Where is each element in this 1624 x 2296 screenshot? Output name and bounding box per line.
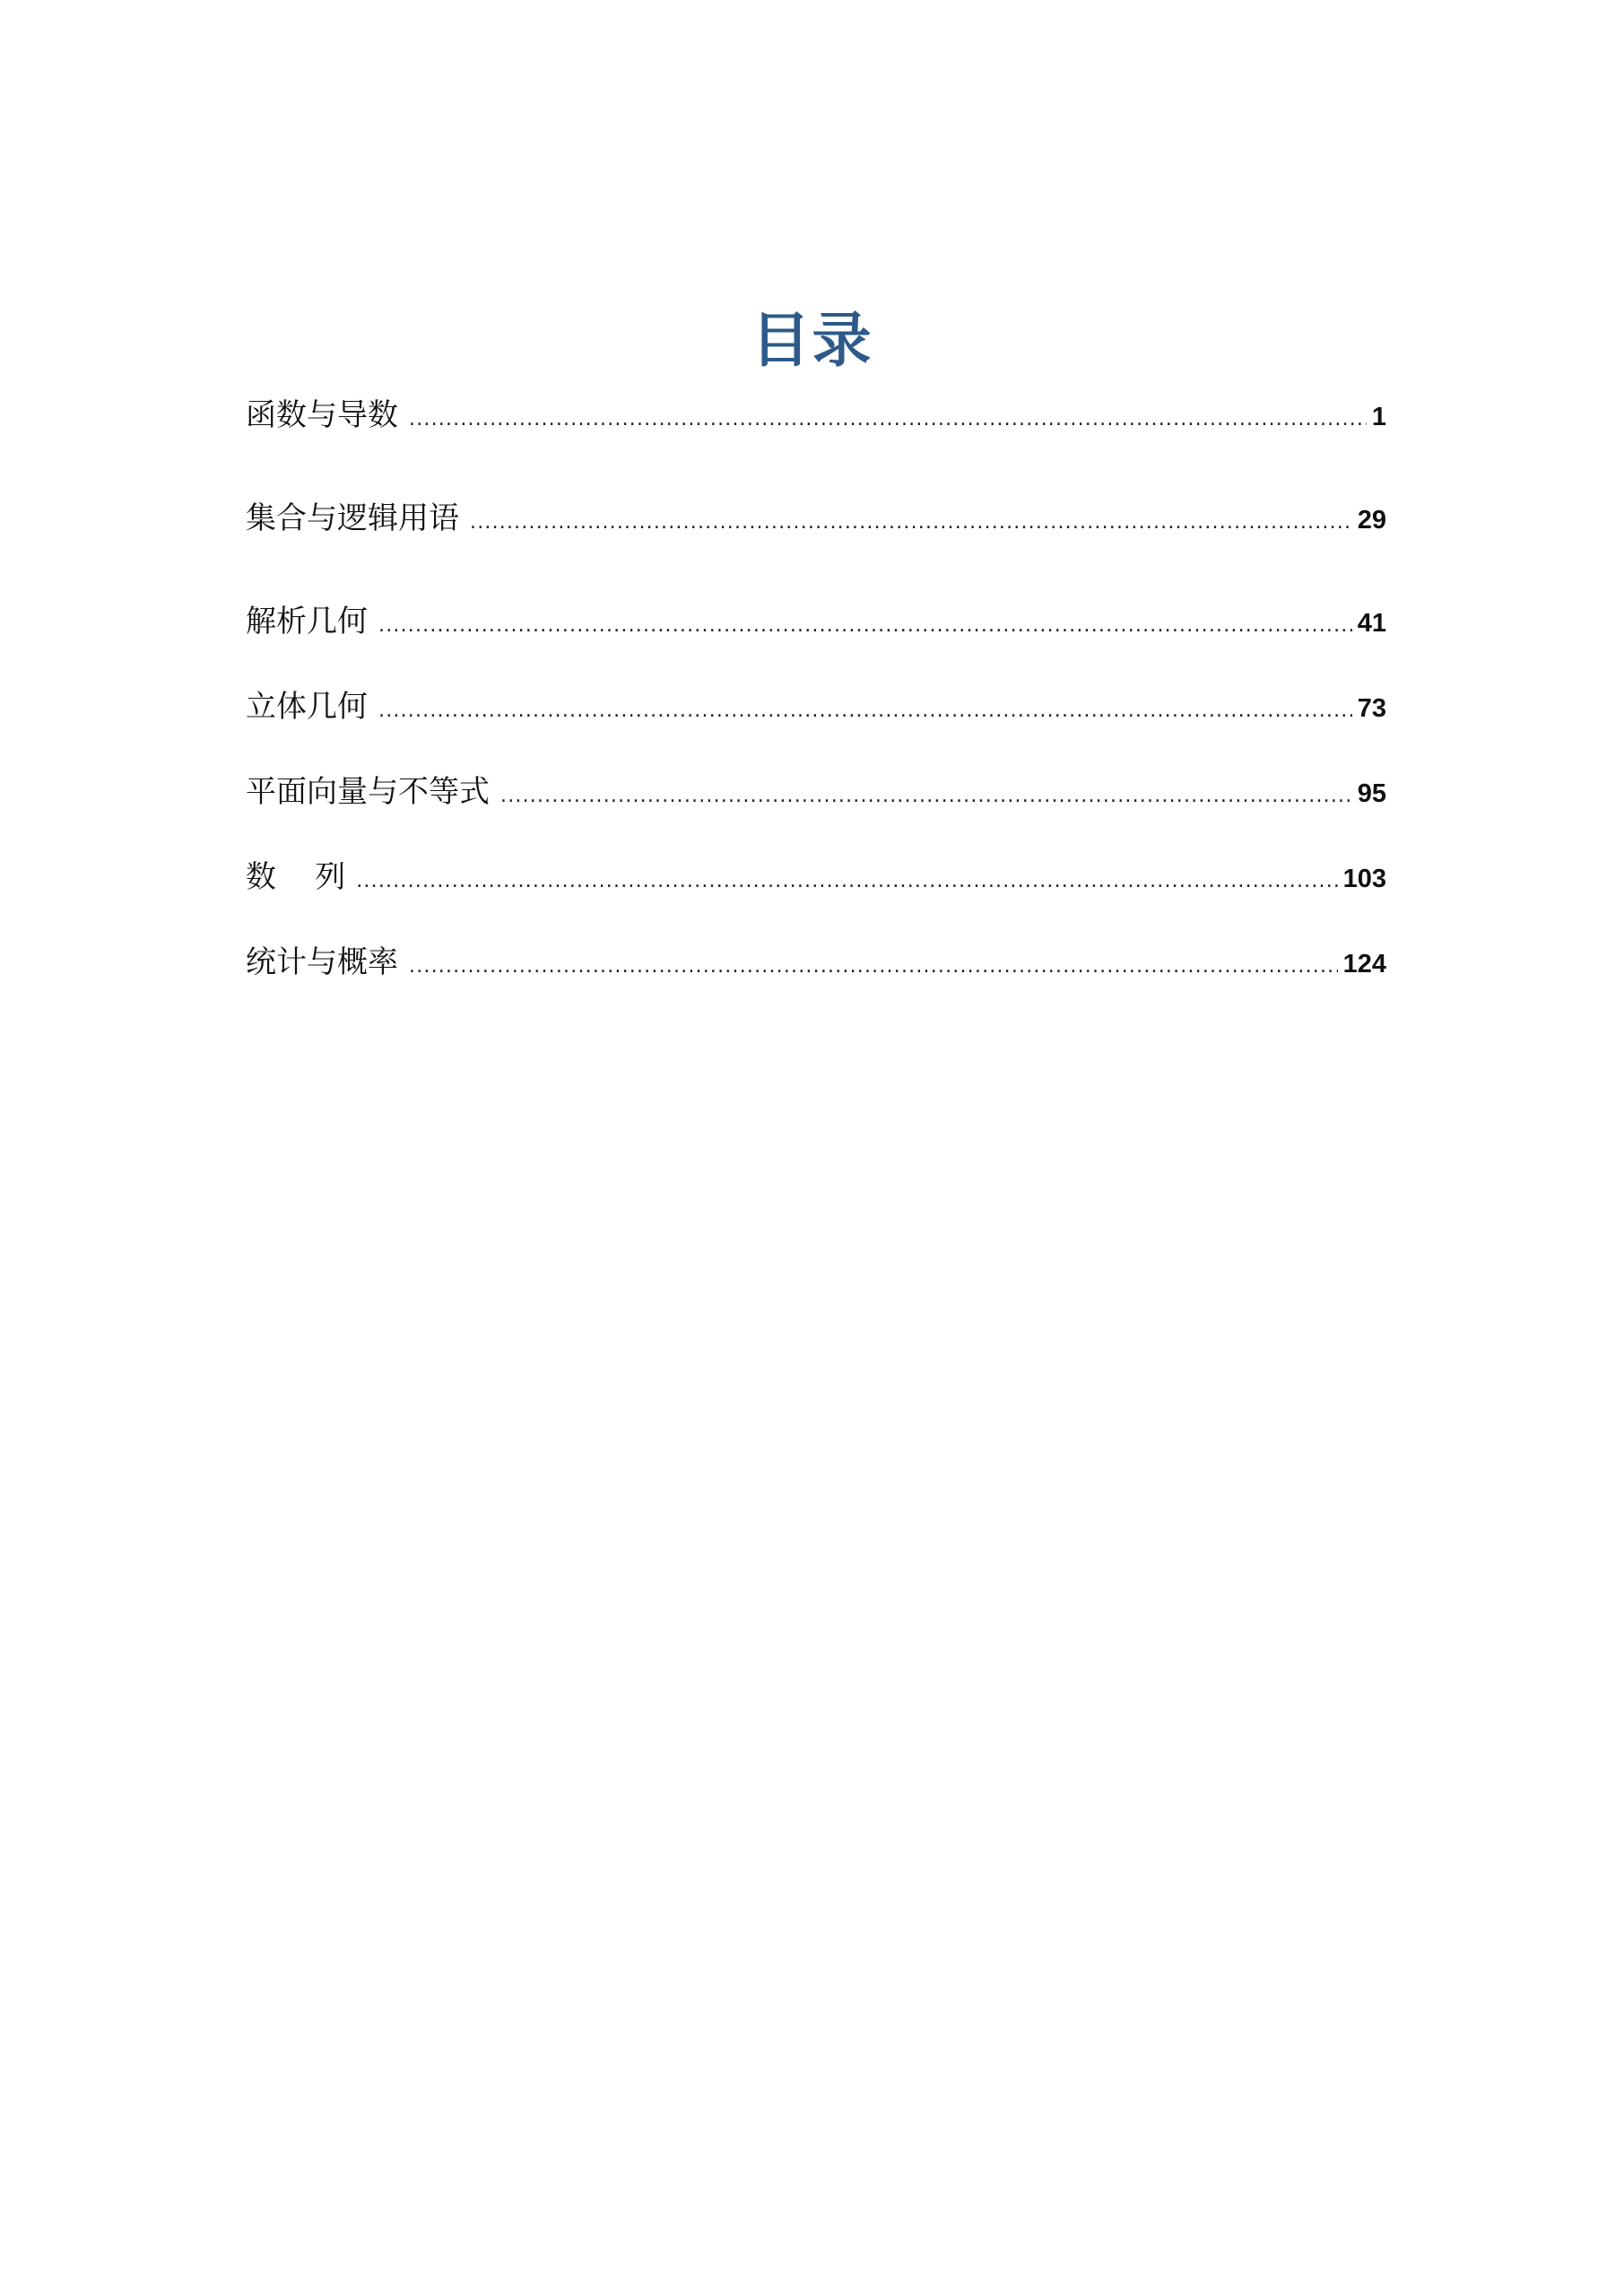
toc-entry[interactable] xyxy=(246,770,1386,814)
dot-leader xyxy=(378,689,1352,734)
toc-page-number: 29 xyxy=(1357,506,1386,535)
toc-page-number: 124 xyxy=(1342,950,1386,978)
toc-entry[interactable] xyxy=(246,855,1386,900)
toc-entry[interactable] xyxy=(246,393,1386,438)
dot-leader xyxy=(378,604,1352,648)
toc-entry-label: 集合与逻辑用语 xyxy=(246,500,459,536)
toc-entry-label: 立体几何 xyxy=(246,689,368,725)
toc-entry-label: 函数与导数 xyxy=(246,397,398,433)
toc-title: 目录 xyxy=(751,305,873,376)
dot-leader xyxy=(356,859,1337,904)
dot-leader xyxy=(409,397,1367,442)
toc-entry-label: 统计与概率 xyxy=(246,944,398,980)
dot-leader xyxy=(470,500,1352,545)
toc-entry[interactable] xyxy=(246,940,1386,985)
toc-entry[interactable] xyxy=(246,496,1386,541)
toc-page-number: 95 xyxy=(1357,779,1386,808)
dot-leader xyxy=(500,774,1352,819)
toc-page-number: 73 xyxy=(1357,694,1386,723)
toc-page-number: 103 xyxy=(1342,865,1386,893)
toc-entry-label: 平面向量与不等式 xyxy=(246,774,490,810)
toc-entry-label: 数 列 xyxy=(246,859,346,895)
toc-entry-label: 解析几何 xyxy=(246,604,368,639)
toc-page-number: 1 xyxy=(1371,403,1386,431)
dot-leader xyxy=(409,944,1338,989)
toc-page-number: 41 xyxy=(1357,609,1386,638)
toc-entry[interactable] xyxy=(246,599,1386,644)
toc-entry[interactable] xyxy=(246,684,1386,729)
